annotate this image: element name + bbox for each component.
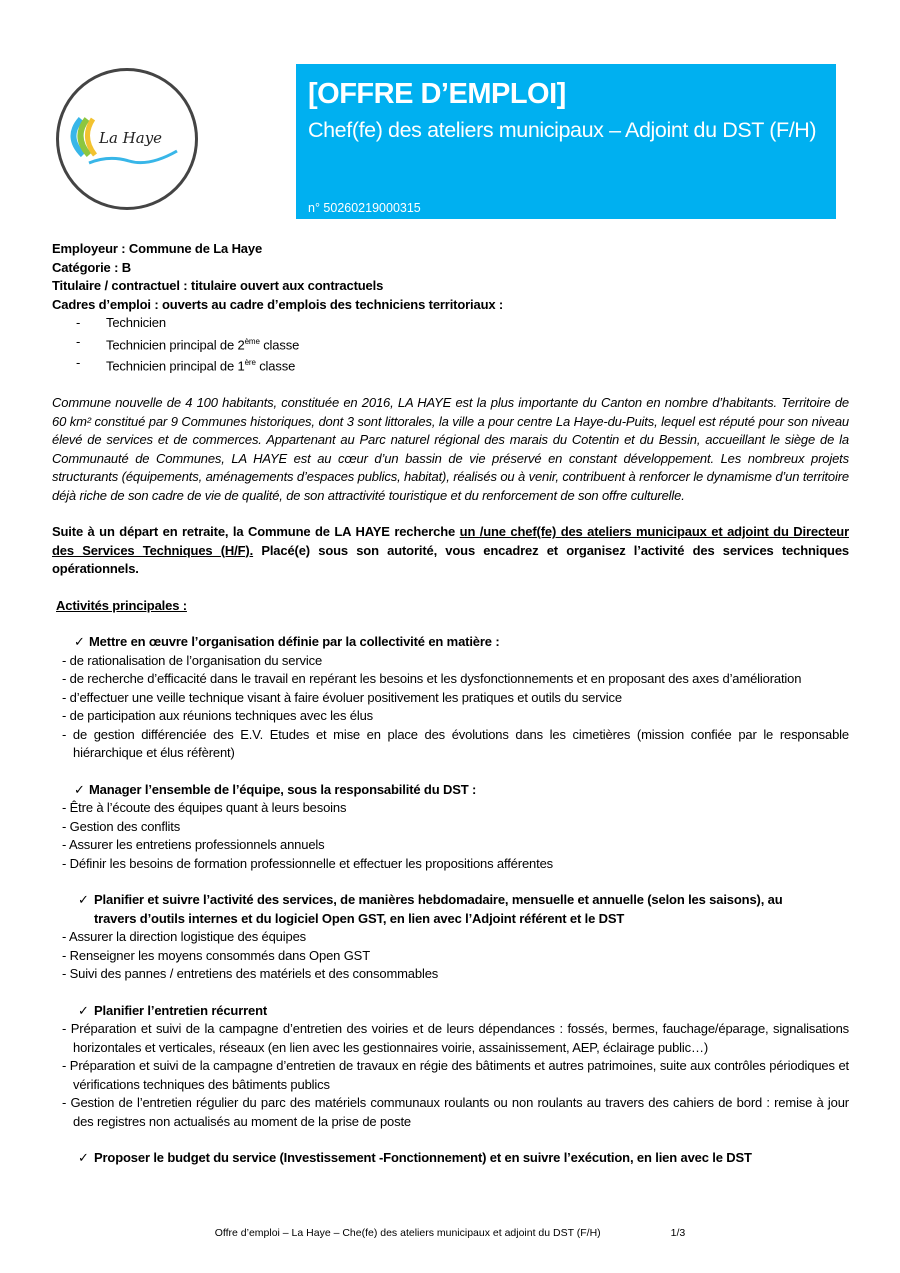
checkmark-icon: ✓: [78, 1002, 89, 1018]
list-item: - de participation aux réunions techniques avec les élus: [52, 707, 849, 726]
list-item: - Assurer la direction logistique des équipes: [52, 928, 849, 947]
grades-list: [52, 314, 849, 376]
section-title: ✓ Manager l’ensemble de l’équipe, sous la responsabilité du DST :: [52, 781, 849, 800]
recruitment-summary: Suite à un départ en retraite, la Commune de LA HAYE recherche un /une chef(fe) des ateliers municipaux et adjoint du Directeur des Services Techniques (H/F). Placé(e) sous son autorité, vous encadrez et organisez l’activité des services techniques opérationnels.: [52, 524, 849, 577]
section-title: ✓ Proposer le budget du service (Investissement -Fonctionnement) et en suivre l’exécution, en lien avec le DST: [52, 1149, 849, 1168]
activity-section: [52, 1002, 849, 1132]
list-item: - Gestion des conflits: [52, 818, 849, 837]
section-title: ✓ Planifier l’entretien récurrent: [52, 1002, 849, 1021]
category: Catégorie : B: [52, 259, 131, 275]
list-item: - de recherche d’efficacité dans le travail en repérant les besoins et les dysfonctionnements et en proposant des axes d’amélioration: [52, 670, 849, 689]
svg-text:La Haye: La Haye: [99, 129, 163, 147]
grade-item: - Technicien principal de 2ème classe: [52, 333, 849, 355]
status: Titulaire / contractuel : titulaire ouvert aux contractuels: [52, 278, 384, 293]
page-footer: [0, 1227, 900, 1239]
la-haye-logo: [56, 68, 198, 210]
document-body: [52, 240, 849, 1168]
offer-header: [296, 64, 836, 219]
activity-section: [52, 891, 849, 984]
list-item: - de rationalisation de l’organisation du service: [52, 652, 849, 671]
activity-section: [52, 633, 849, 763]
section-items: [52, 652, 849, 763]
offer-label: [OFFRE D’EMPLOI]: [308, 78, 566, 110]
activities-sections: [52, 633, 849, 1168]
commune-description: Commune nouvelle de 4 100 habitants, constituée en 2016, LA HAYE est la plus importante du Canton en nombre d’habitants. Territoire de 60 km² constitué par 9 Communes historiques, dont 3 sont littorales, la ville a pour centre La Haye-du-Puits, lequel est réputé pour son niveau élevé de services et de commerces. Appartenant au Parc naturel régional des marais du Cotentin et du Bessin, accueillant le siège de la Communauté de Communes, LA HAYE est au cœur d’un bassin de vie préservé en constant développement. Les nombreux projets structurants (équipements, aménagements d’espaces publics, habitat), réalisés ou à venir, contribuent à renforcer le dynamisme d’un territoire déjà riche de son cadre de vie de qualité, de son attractivité touristique et du renforcement de son offre culturelle.: [52, 395, 849, 503]
list-item: - Gestion de l’entretien régulier du parc des matériels communaux roulants ou non roulants au travers des cahiers de bord : remise à jour des registres non actualisés au moment de la prise de poste: [52, 1094, 849, 1131]
checkmark-icon: ✓: [78, 892, 89, 908]
list-item: - Préparation et suivi de la campagne d’entretien des voiries et de leurs dépendances : fossés, bermes, fauchage/éparage, signalisations horizontales et verticales, réseaux (en lien avec les gestionnaires voirie, assainissement, AEP, éclairage public…): [52, 1020, 849, 1057]
checkmark-icon: ✓: [78, 1150, 89, 1166]
checkmark-icon: ✓: [74, 781, 85, 797]
footer-text: Offre d’emploi – La Haye – Che(fe) des ateliers municipaux et adjoint du DST (F/H): [214, 1227, 601, 1239]
job-title: Chef(fe) des ateliers municipaux – Adjoint du DST (F/H): [308, 118, 817, 142]
checkmark-icon: ✓: [74, 634, 85, 650]
activity-section: [52, 781, 849, 874]
grade-item: - Technicien: [52, 314, 849, 333]
employer: Employeur : Commune de La Haye: [52, 241, 263, 256]
list-item: - Assurer les entretiens professionnels annuels: [52, 836, 849, 855]
list-item: - Préparation et suivi de la campagne d’entretien de travaux en régie des bâtiments et autres patrimoines, suite aux contrôles périodiques et vérifications techniques des bâtiments publics: [52, 1057, 849, 1094]
list-item: - Définir les besoins de formation professionnelle et effectuer les propositions afférentes: [52, 855, 849, 874]
section-items: [52, 928, 849, 984]
section-title: ✓ Mettre en œuvre l’organisation définie par la collectivité en matière :: [52, 633, 849, 652]
section-title: ✓ Planifier et suivre l’activité des services, de manières hebdomadaire, mensuelle et annuelle (selon les saisons), au travers d’outils internes et du logiciel Open GST, en lien avec l’Adjoint référent et le DST: [78, 892, 783, 926]
activity-section: [52, 1149, 849, 1168]
offer-number: n° 50260219000315: [308, 201, 421, 215]
list-item: - Suivi des pannes / entretiens des matériels et des consommables: [52, 965, 849, 984]
list-item: - Renseigner les moyens consommés dans Open GST: [52, 947, 849, 966]
page-number: 1/3: [670, 1227, 686, 1239]
job-frameworks: Cadres d’emploi : ouverts au cadre d’emplois des techniciens territoriaux :: [52, 296, 504, 312]
grade-item: - Technicien principal de 1ère classe: [52, 354, 849, 376]
list-item: - d’effectuer une veille technique visant à faire évoluer positivement les pratiques et outils du service: [52, 689, 849, 708]
list-item: - Être à l’écoute des équipes quant à leurs besoins: [52, 799, 849, 818]
list-item: - de gestion différenciée des E.V. Etudes et mise en place des évolutions dans les cimetières (mission confiée par le responsable hiérarchique et élus réfèrent): [52, 726, 849, 763]
activities-heading: Activités principales :: [56, 597, 187, 613]
section-items: [52, 799, 849, 873]
section-items: [52, 1020, 849, 1131]
